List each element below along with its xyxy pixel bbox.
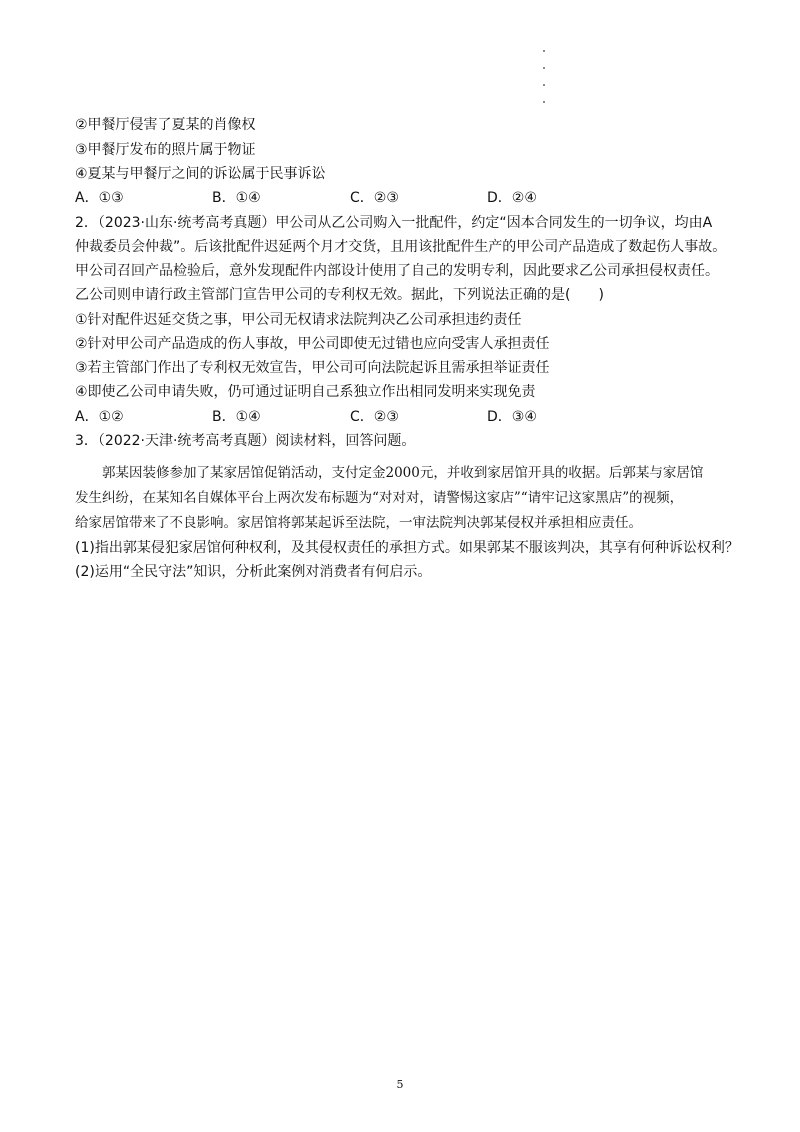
q1-option-b: B．①④ (212, 190, 261, 206)
q2-option-a: A．①② (75, 409, 124, 425)
q1-statement-4: ④夏某与甲餐厅之间的诉讼属于民事诉讼 (75, 166, 326, 182)
page-number: 5 (396, 1078, 404, 1091)
margin-dots (541, 50, 547, 118)
q2-option-d: D．③④ (487, 409, 537, 425)
q2-option-b: B．①④ (212, 409, 261, 425)
q2-header: 2．（2023·山东·统考高考真题）甲公司从乙公司购入一批配件，约定“因本合同发生的一切争议，均由A (75, 215, 713, 231)
q2-statement-1: ①针对配件迟延交货之事，甲公司无权请求法院判决乙公司承担违约责任 (75, 312, 522, 328)
q2-text-line: 乙公司则申请行政主管部门宣告甲公司的专利权无效。据此，下列说法正确的是( ) (75, 287, 604, 303)
q2-statement-4: ④即使乙公司申请失败，仍可通过证明自己系独立作出相同发明来实现免责 (75, 384, 536, 400)
q3-header: 3．（2022·天津·统考高考真题）阅读材料，回答问题。 (75, 433, 416, 449)
q2-statement-2: ②针对甲公司产品造成的伤人事故，甲公司即使无过错也应向受害人承担责任 (75, 336, 550, 352)
q3-material-line: 给家居馆带来了不良影响。家居馆将郭某起诉至法院，一审法院判决郭某侵权并承担相应责任。 (75, 515, 642, 531)
q2-text-line: 仲裁委员会仲裁”。后该批配件迟延两个月才交货，且用该批配件生产的甲公司产品造成了数起伤人事故。 (75, 239, 727, 255)
q3-material-line: 郭某因装修参加了某家居馆促销活动，支付定金2000元，并收到家居馆开具的收据。后郭某与家居馆 (75, 465, 704, 481)
q1-option-c: C．②③ (350, 190, 399, 206)
q2-statement-3: ③若主管部门作出了专利权无效宣告，甲公司可向法院起诉且需承担举证责任 (75, 360, 550, 376)
q3-material-line: 发生纠纷，在某知名自媒体平台上两次发布标题为“对对对，请警惕这家店”“请牢记这家黑店”的视频， (75, 490, 684, 506)
q1-option-d: D．②④ (487, 190, 537, 206)
q3-question-1: (1)指出郭某侵犯家居馆何种权利，及其侵权责任的承担方式。如果郭某不服该判决，其享有何种诉讼权利？ (75, 540, 739, 556)
q1-statement-3: ③甲餐厅发布的照片属于物证 (75, 142, 256, 158)
q3-question-2: (2)运用“全民守法”知识，分析此案例对消费者有何启示。 (75, 564, 432, 580)
q2-text-line: 甲公司召回产品检验后，意外发现配件内部设计使用了自己的发明专利，因此要求乙公司承担侵权责任。 (75, 263, 719, 279)
q2-option-c: C．②③ (350, 409, 399, 425)
q1-statement-2: ②甲餐厅侵害了夏某的肖像权 (75, 117, 256, 133)
q1-option-a: A．①③ (75, 190, 124, 206)
